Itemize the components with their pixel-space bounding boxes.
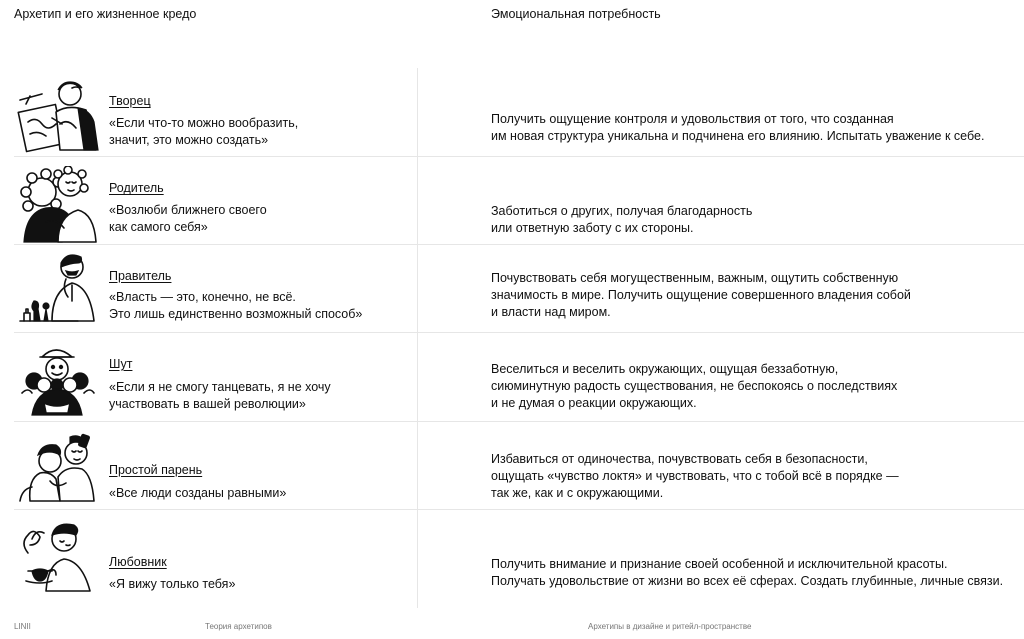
footer-subject: Архетипы в дизайне и ритейл-пространстве [588, 622, 752, 631]
row-divider [14, 421, 1024, 422]
row-divider [14, 156, 1024, 157]
column-header-archetype: Архетип и его жизненное кредо [14, 7, 197, 21]
column-divider [417, 68, 418, 608]
footer-brand: LINII [14, 622, 31, 631]
column-header-need: Эмоциональная потребность [491, 7, 661, 21]
lover-icon [16, 519, 100, 597]
archetype-name: Простой парень [109, 463, 203, 477]
archetype-quote: «Возлюби ближнего своего как самого себя» [109, 203, 267, 234]
emotional-need: Почувствовать себя могущественным, важным, ощутить собственную значимость в мире. Получить ощущение совершенного владения собой и власти над миром. [491, 271, 911, 319]
archetype-quote: «Я вижу только тебя» [109, 577, 236, 591]
everyman-icon [16, 431, 100, 509]
archetype-name: Правитель [109, 269, 172, 283]
ruler-icon [16, 251, 100, 329]
emotional-need: Веселиться и веселить окружающих, ощущая беззаботную, сиюминутную радость существования, не беспокоясь о последствиях и не думая о реакции окружающих. [491, 362, 898, 410]
emotional-need: Избавиться от одиночества, почувствовать себя в безопасности, ощущать «чувство локтя» и чувствовать, что с тобой всё в порядке — так же, как и с окружающими. [491, 452, 899, 500]
archetype-name: Любовник [109, 555, 167, 569]
jester-icon [16, 343, 100, 421]
archetype-quote: «Власть — это, конечно, не всё. Это лишь единственно возможный способ» [109, 290, 363, 321]
archetype-quote: «Все люди созданы равными» [109, 486, 287, 500]
row-divider [14, 332, 1024, 333]
emotional-need: Получить ощущение контроля и удовольствия от того, что созданная им новая структура уникальна и подчинена его влиянию. Испытать уважение к себе. [491, 112, 985, 143]
archetype-quote: «Если что-то можно вообразить, значит, это можно создать» [109, 116, 299, 147]
emotional-need: Получить внимание и признание своей особенной и исключительной красоты. Получать удовольствие от жизни во всех её сферах. Создать глубинные, личные связи. [491, 557, 1004, 588]
archetype-name: Творец [109, 94, 151, 108]
emotional-need: Заботиться о других, получая благодарность или ответную заботу с их стороны. [491, 204, 753, 235]
archetype-quote: «Если я не смогу танцевать, я не хочу участвовать в вашей революции» [109, 380, 331, 411]
row-divider [14, 244, 1024, 245]
archetype-name: Шут [109, 357, 133, 371]
footer-section: Теория архетипов [205, 622, 272, 631]
row-divider [14, 509, 1024, 510]
parent-icon [16, 166, 100, 244]
archetype-name: Родитель [109, 181, 164, 195]
creator-icon [16, 78, 100, 156]
